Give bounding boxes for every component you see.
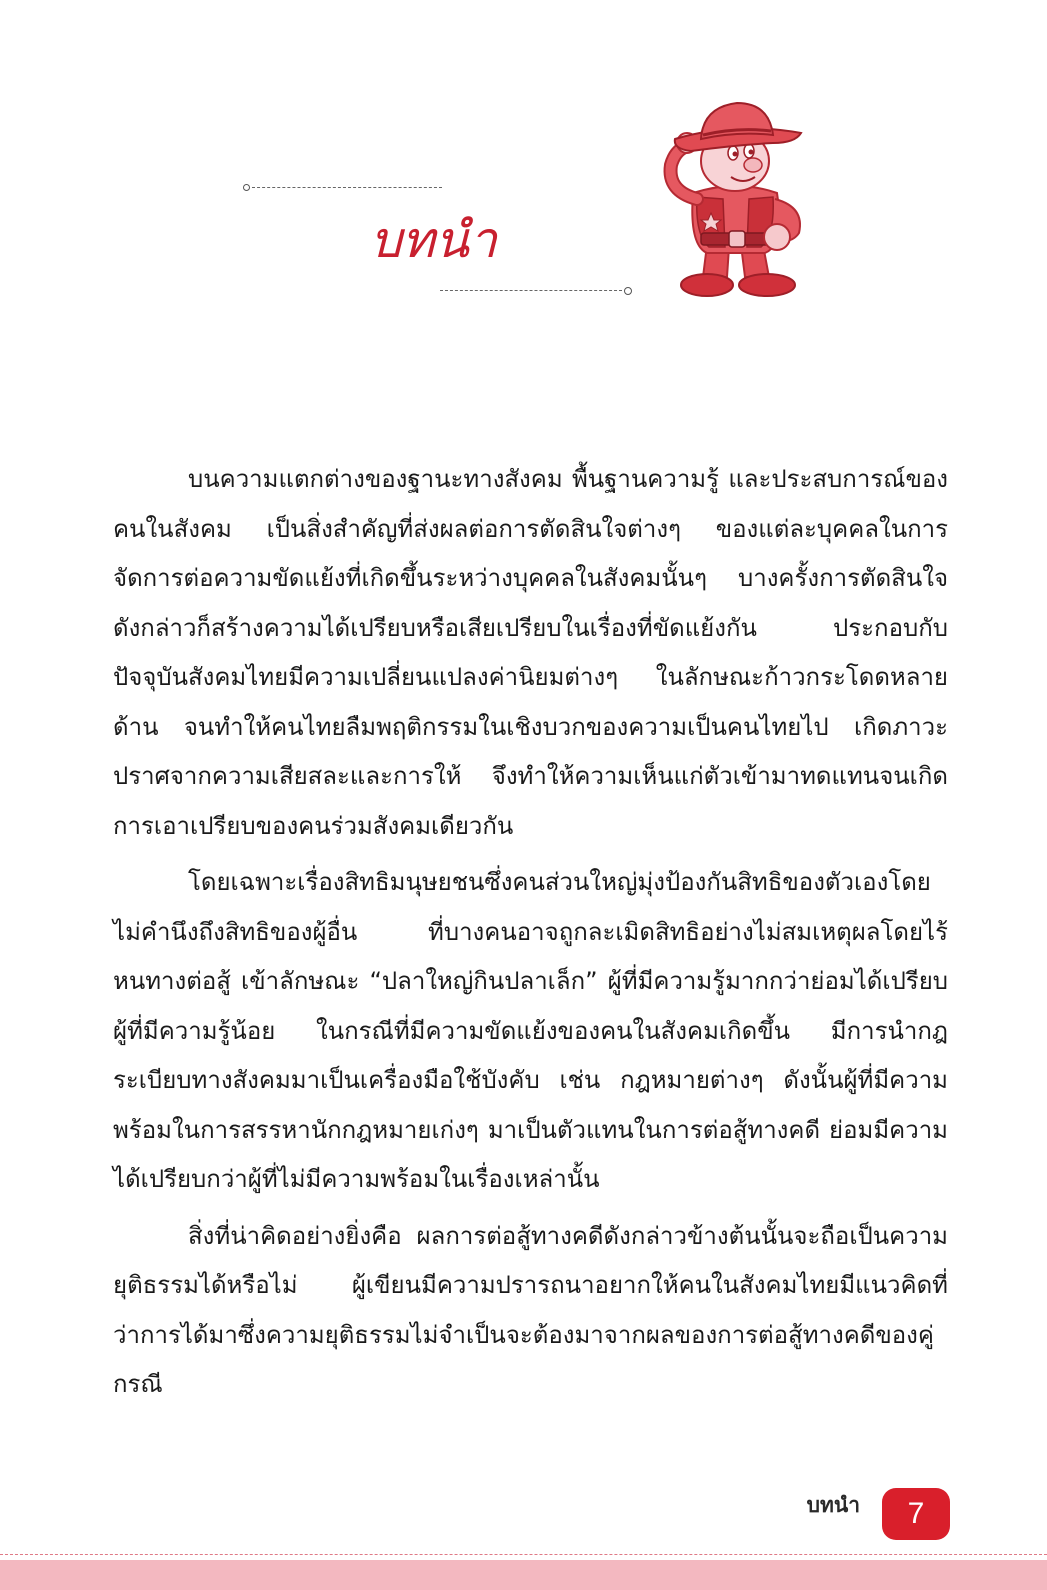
- dashed-divider: [252, 187, 442, 188]
- circle-bullet-icon: [624, 287, 632, 295]
- footer-band: [0, 1560, 1047, 1590]
- chapter-title: บทนำ: [370, 211, 497, 269]
- title-decor-line-top: [243, 183, 443, 193]
- dashed-divider: [440, 290, 622, 291]
- paragraph: บนความแตกต่างของฐานะทางสังคม พื้นฐานความรู้ และประสบการณ์ของคนในสังคม เป็นสิ่งสำคัญที่ส่งผลต่อการตัดสินใจต่างๆ ของแต่ละบุคคลในการจัดการต่อความขัดแย้งที่เกิดขึ้นระหว่างบุคคลในสังคมนั้นๆ บางครั้งการตัดสินใจดังกล่าวก็สร้างความได้เปรียบหรือเสียเปรียบในเรื่องที่ขัดแย้งกัน ประกอบกับปัจจุบันสังคมไทยมีความเปลี่ยนแปลงค่านิยมต่างๆ ในลักษณะก้าวกระโดดหลายด้าน จนทำให้คนไทยลืมพฤติกรรมในเชิงบวกของความเป็นคนไทยไป เกิดภาวะปราศจากความเสียสละและการให้ จึงทำให้ความเห็นแก่ตัวเข้ามาทดแทนจนเกิดการเอาเปรียบของคนร่วมสังคมเดียวกัน: [113, 465, 948, 840]
- cowboy-mascot-icon: [645, 95, 820, 305]
- title-decor-line-bottom: [440, 286, 632, 296]
- page-number-badge: 7: [882, 1488, 950, 1540]
- footer-dashed-divider: [0, 1554, 1047, 1555]
- paragraph: โดยเฉพาะเรื่องสิทธิมนุษยชนซึ่งคนส่วนใหญ่มุ่งป้องกันสิทธิของตัวเองโดยไม่คำนึงถึงสิทธิของผู้อื่น ที่บางคนอาจถูกละเมิดสิทธิอย่างไม่สมเหตุผลโดยไร้หนทางต่อสู้ เข้าลักษณะ “ปลาใหญ่กินปลาเล็ก” ผู้ที่มีความรู้มากกว่าย่อมได้เปรียบผู้ที่มีความรู้น้อย ในกรณีที่มีความขัดแย้งของคนในสังคมเกิดขึ้น มีการนำกฎระเบียบทางสังคมมาเป็นเครื่องมือใช้บังคับ เช่น กฎหมายต่างๆ ดังนั้นผู้ที่มีความพร้อมในการสรรหานักกฎหมายเก่งๆ มาเป็นตัวแทนในการต่อสู้ทางคดี ย่อมมีความได้เปรียบกว่าผู้ที่ไม่มีความพร้อมในเรื่องเหล่านั้น: [113, 868, 948, 1193]
- body-text: [113, 455, 948, 1417]
- circle-bullet-icon: [243, 184, 250, 191]
- footer-section-label: บทนำ: [806, 1493, 860, 1517]
- paragraph: สิ่งที่น่าคิดอย่างยิ่งคือ ผลการต่อสู้ทางคดีดังกล่าวข้างต้นนั้นจะถือเป็นความยุติธรรมได้หรือไม่ ผู้เขียนมีความปรารถนาอยากให้คนในสังคมไทยมีแนวคิดที่ว่าการได้มาซึ่งความยุติธรรมไม่จำเป็นจะต้องมาจากผลของการต่อสู้ทางคดีของคู่กรณี: [113, 1221, 948, 1398]
